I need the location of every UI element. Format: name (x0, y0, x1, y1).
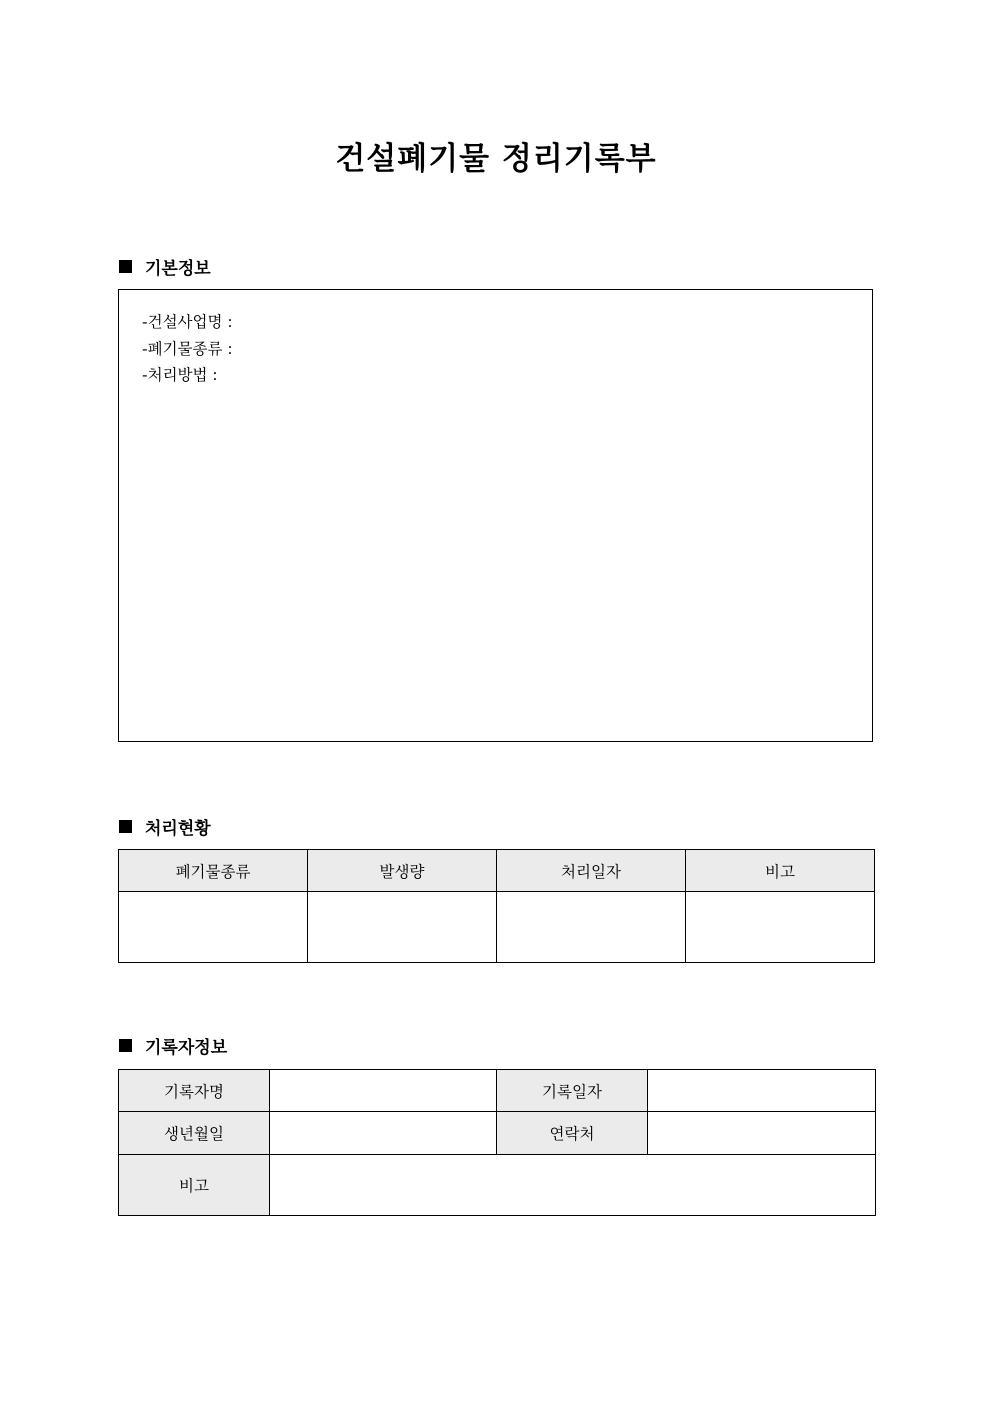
basic-info-box[interactable] (118, 289, 873, 742)
cell-remarks[interactable] (686, 892, 875, 963)
square-bullet-icon (119, 260, 132, 273)
page-title: 건설폐기물 정리기록부 (335, 141, 657, 177)
section-heading: 기본정보 (145, 259, 211, 279)
recorder-info-table (118, 1069, 876, 1216)
col-remarks: 비고 (686, 850, 875, 892)
label-record-date: 기록일자 (497, 1070, 648, 1112)
label-recorder-name: 기록자명 (119, 1070, 270, 1112)
treatment-method-line: -처리방법 : (142, 366, 218, 384)
cell-waste-type[interactable] (119, 892, 308, 963)
square-bullet-icon (119, 1039, 132, 1052)
value-birth-date[interactable] (270, 1112, 497, 1155)
table-row (119, 1070, 876, 1112)
table-row (119, 1112, 876, 1155)
col-amount: 발생량 (308, 850, 497, 892)
col-waste-type: 폐기물종류 (119, 850, 308, 892)
square-bullet-icon (119, 820, 132, 833)
value-record-date[interactable] (648, 1070, 876, 1112)
section-processing-status (119, 814, 211, 839)
table-row (119, 892, 875, 963)
label-birth-date: 생년월일 (119, 1112, 270, 1155)
project-name-line: -건설사업명 : (142, 313, 233, 331)
cell-amount[interactable] (308, 892, 497, 963)
table-header-row (119, 850, 875, 892)
processing-status-table (118, 849, 875, 963)
section-heading: 기록자정보 (145, 1038, 228, 1058)
section-basic-info (119, 254, 211, 279)
col-processing-date: 처리일자 (497, 850, 686, 892)
value-recorder-name[interactable] (270, 1070, 497, 1112)
label-contact: 연락처 (497, 1112, 648, 1155)
section-recorder-info (119, 1033, 227, 1058)
value-contact[interactable] (648, 1112, 876, 1155)
table-row (119, 1155, 876, 1216)
waste-type-line: -폐기물종류 : (142, 339, 233, 358)
cell-processing-date[interactable] (497, 892, 686, 963)
value-remarks[interactable] (270, 1155, 876, 1216)
label-remarks: 비고 (119, 1155, 270, 1216)
section-heading: 처리현황 (145, 819, 211, 839)
